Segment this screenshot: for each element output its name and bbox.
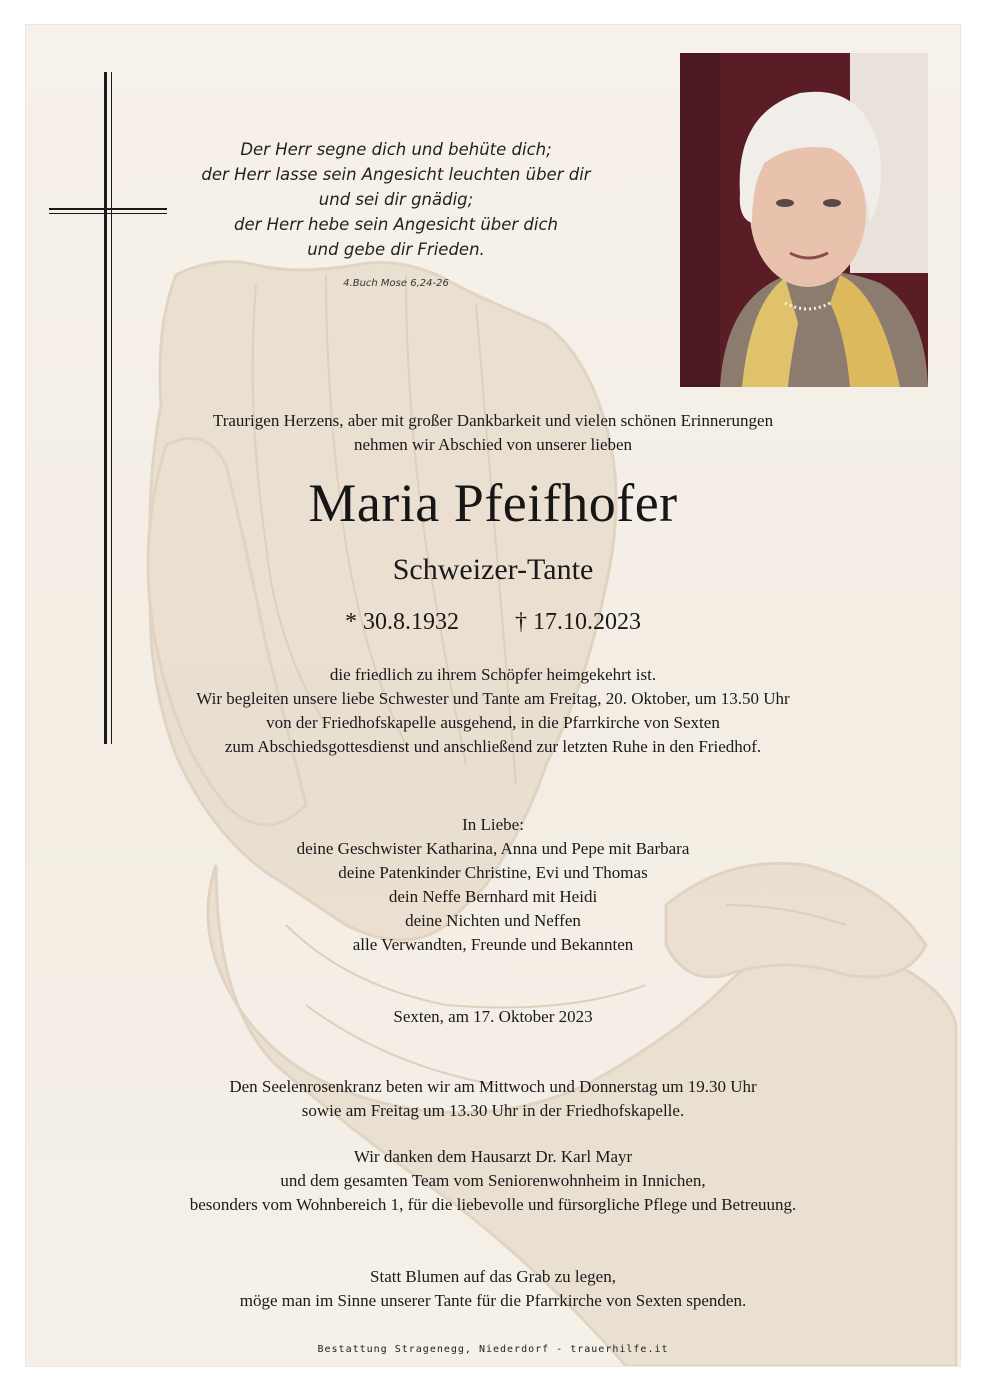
donation-line: Statt Blumen auf das Grab zu legen, — [370, 1267, 616, 1286]
details-line: von der Friedhofskapelle ausgehend, in die Pfarrkirche von Sexten — [266, 713, 720, 732]
bible-verse — [166, 137, 626, 262]
footer-credit: Bestattung Stragenegg, Niederdorf - trauerhilfe.it — [317, 1344, 669, 1355]
thanks-line: und dem gesamten Team vom Seniorenwohnheim in Innichen, — [280, 1171, 706, 1190]
details-line: die friedlich zu ihrem Schöpfer heimgekehrt ist. — [329, 665, 657, 684]
thanks-notice — [26, 1145, 960, 1217]
rosary-line: Den Seelenrosenkranz beten wir am Mittwoch und Donnerstag um 19.30 Uhr — [229, 1077, 757, 1096]
donation-notice — [26, 1265, 960, 1313]
mourners-list — [26, 813, 960, 957]
portrait-photo — [680, 53, 928, 387]
life-dates — [26, 609, 960, 636]
deceased-name: Maria Pfeifhofer — [308, 473, 678, 533]
verse-line: Der Herr segne dich und behüte dich; — [240, 140, 552, 159]
rosary-line: sowie am Freitag um 13.30 Uhr in der Friedhofskapelle. — [301, 1101, 685, 1120]
obituary-sheet — [25, 24, 961, 1367]
mourners-line: dein Neffe Bernhard mit Heidi — [388, 887, 598, 906]
rosary-notice — [26, 1075, 960, 1123]
mourners-line: alle Verwandten, Freunde und Bekannten — [352, 935, 634, 954]
birth-date: * 30.8.1932 — [345, 609, 459, 635]
verse-line: der Herr lasse sein Angesicht leuchten über dir — [201, 165, 591, 184]
thanks-line: besonders vom Wohnbereich 1, für die liebevolle und fürsorgliche Pflege und Betreuung. — [189, 1195, 797, 1214]
verse-line: und gebe dir Frieden. — [307, 240, 485, 259]
mourners-line: deine Patenkinder Christine, Evi und Thomas — [338, 863, 648, 882]
death-date: † 17.10.2023 — [515, 609, 641, 635]
intro-text — [26, 409, 960, 457]
mourners-heading: In Liebe: — [462, 815, 524, 834]
place-and-date: Sexten, am 17. Oktober 2023 — [393, 1007, 593, 1026]
intro-line: nehmen wir Abschied von unserer lieben — [353, 435, 633, 454]
details-line: Wir begleiten unsere liebe Schwester und Tante am Freitag, 20. Oktober, um 13.50 Uhr — [196, 689, 790, 708]
funeral-details — [26, 663, 960, 759]
donation-line: möge man im Sinne unserer Tante für die Pfarrkirche von Sexten spenden. — [239, 1291, 747, 1310]
verse-line: und sei dir gnädig; — [318, 190, 474, 209]
mourners-line: deine Nichten und Neffen — [405, 911, 581, 930]
intro-line: Traurigen Herzens, aber mit großer Dankbarkeit und vielen schönen Erinnerungen — [212, 411, 774, 430]
verse-line: der Herr hebe sein Angesicht über dich — [233, 215, 559, 234]
details-line: zum Abschiedsgottesdienst und anschließend zur letzten Ruhe in den Friedhof. — [224, 737, 762, 756]
mourners-line: deine Geschwister Katharina, Anna und Pepe mit Barbara — [296, 839, 690, 858]
deceased-nickname: Schweizer-Tante — [392, 553, 594, 586]
thanks-line: Wir danken dem Hausarzt Dr. Karl Mayr — [353, 1147, 633, 1166]
verse-reference: 4.Buch Mose 6,24-26 — [343, 278, 449, 289]
